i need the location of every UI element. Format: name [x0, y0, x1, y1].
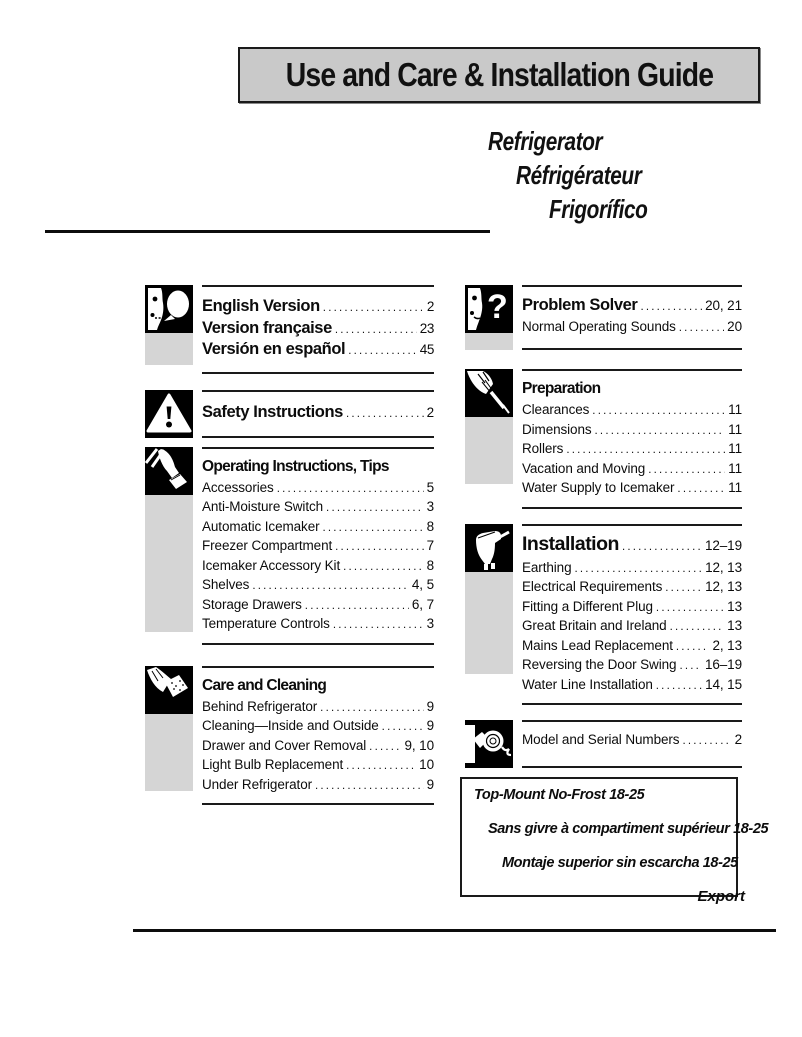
divider-rule-top	[45, 230, 490, 233]
toc-section-problem-solver	[465, 285, 742, 350]
dotted-leader	[682, 733, 731, 751]
toc-entry-label: English Version	[202, 297, 320, 315]
dotted-leader	[333, 617, 424, 635]
dotted-leader	[326, 500, 424, 518]
toc-entry-page: 7	[426, 538, 434, 553]
toc-entry-label: Vacation and Moving	[522, 460, 646, 476]
dotted-leader	[323, 299, 424, 319]
toc-entry-page: 12–19	[704, 537, 742, 553]
toc-entry	[202, 479, 434, 499]
toc-column-right	[465, 285, 742, 768]
toc-entry-page: 11	[728, 480, 742, 495]
toc-entry-label: Storage Drawers	[202, 596, 302, 612]
section-heading: Preparation	[522, 380, 601, 397]
dotted-leader	[595, 423, 726, 441]
toc-section-care	[145, 666, 434, 806]
section-heading: Installation	[522, 532, 619, 555]
dotted-leader	[622, 536, 702, 559]
toc-entry	[522, 318, 742, 338]
dotted-leader	[369, 739, 401, 757]
icon-shadow-strip	[465, 417, 513, 484]
dotted-leader	[648, 462, 725, 480]
dotted-leader	[640, 297, 702, 318]
toc-entry-page: 12, 13	[705, 579, 742, 594]
icon-shadow-strip	[465, 333, 513, 350]
dotted-leader	[676, 639, 710, 657]
dotted-leader	[592, 403, 725, 421]
dotted-leader	[346, 758, 416, 776]
toc-entry-label: Earthing	[522, 559, 572, 575]
toc-entry-label: Clearances	[522, 402, 590, 417]
toc-entry	[202, 776, 434, 796]
serial-plate-icon	[465, 720, 513, 768]
toc-entry-label: Electrical Requirements	[522, 579, 663, 594]
icon-column	[465, 524, 513, 706]
dotted-leader	[346, 404, 424, 425]
toc-heading-entry	[522, 295, 742, 318]
icon-column	[465, 720, 513, 768]
icon-column	[465, 285, 513, 350]
speech-languages-icon	[145, 285, 193, 333]
toc-section-languages	[145, 285, 434, 374]
divider-rule-bottom	[133, 929, 776, 932]
hand-screwdriver-icon	[465, 369, 513, 417]
dotted-leader	[335, 321, 417, 341]
toc-entry	[522, 656, 742, 676]
product-title-french: Réfrigérateur	[516, 160, 642, 190]
hand-pressing-icon	[145, 447, 193, 495]
toc-entry-label: Water Supply to Icemaker	[522, 480, 675, 495]
toc-entry-page: 14, 15	[705, 676, 742, 692]
toc-entry-page: 3	[426, 616, 434, 631]
toc-entry	[202, 576, 434, 596]
section-heading: Care and Cleaning	[202, 676, 327, 694]
toc-entry-label: Mains Lead Replacement	[522, 637, 673, 653]
toc-entry-page: 11	[728, 460, 742, 476]
toc-entry-label: Model and Serial Numbers	[522, 732, 680, 747]
toc-entry-page: 45	[419, 342, 434, 357]
toc-entry-label: Under Refrigerator	[202, 776, 312, 792]
toc-entry-page: 11	[728, 421, 742, 437]
toc-entry-page: 6, 7	[411, 596, 434, 612]
toc-entry	[522, 479, 742, 499]
dotted-leader	[574, 561, 702, 579]
electrical-plug-icon	[465, 524, 513, 572]
toc-section-operating	[145, 447, 434, 645]
toc-entry	[522, 598, 742, 618]
toc-entry	[202, 319, 434, 341]
dotted-leader	[315, 778, 424, 796]
toc-entry-page: 2, 13	[712, 637, 742, 653]
toc-section-preparation	[465, 369, 742, 509]
toc-entry-label: Freezer Compartment	[202, 538, 333, 553]
toc-entry-page: 2	[426, 299, 434, 314]
svg-text:?: ?	[487, 288, 508, 326]
section-heading: Problem Solver	[522, 296, 638, 314]
toc-heading-entry	[522, 533, 742, 559]
toc-entry-label: Shelves	[202, 577, 250, 592]
toc-entry	[522, 578, 742, 598]
icon-column	[145, 447, 193, 645]
product-title-spanish: Frigorífico	[549, 194, 648, 224]
toc-entry-page: 11	[728, 441, 742, 456]
dotted-leader	[656, 678, 702, 696]
toc-entry-label: Versión en español	[202, 340, 346, 358]
toc-entry-label: Light Bulb Replacement	[202, 757, 344, 772]
warning-triangle-icon	[145, 390, 193, 438]
toc-entry-label: Icemaker Accessory Kit	[202, 557, 341, 573]
face-question-icon	[465, 285, 513, 333]
icon-column	[145, 390, 193, 438]
toc-section-safety	[145, 390, 434, 438]
dotted-leader	[323, 520, 424, 538]
toc-entry	[202, 498, 434, 518]
dotted-leader	[320, 700, 423, 718]
toc-entry-label: Dimensions	[522, 421, 592, 437]
toc-entry-page: 12, 13	[705, 559, 742, 575]
toc-entry-page: 20, 21	[705, 298, 742, 313]
toc-entry-page: 3	[426, 499, 434, 514]
icon-column	[465, 369, 513, 509]
toc-entry	[202, 717, 434, 737]
toc-entry	[522, 559, 742, 579]
toc-entry	[522, 460, 742, 480]
toc-entry-page: 16–19	[704, 657, 742, 672]
toc-entry-label: Version française	[202, 318, 332, 337]
dotted-leader	[335, 539, 423, 557]
toc-entry	[202, 340, 434, 362]
toc-entry-label: Behind Refrigerator	[202, 698, 318, 714]
dotted-leader	[348, 342, 417, 362]
toc-entry-page: 13	[727, 598, 742, 614]
section-heading: Safety Instructions	[202, 402, 343, 421]
dotted-leader	[382, 719, 424, 737]
model-name-spanish: Montaje superior sin escarcha 18-25	[502, 855, 738, 871]
toc-entry-page: 8	[426, 557, 434, 573]
toc-entry	[522, 617, 742, 637]
toc-entry	[202, 698, 434, 718]
toc-entry-page: 11	[728, 402, 742, 417]
dotted-leader	[252, 578, 409, 596]
toc-entry-label: Drawer and Cover Removal	[202, 737, 367, 753]
dotted-leader	[670, 619, 725, 637]
title-banner	[238, 47, 760, 103]
toc-entry-page: 13	[727, 618, 742, 633]
dotted-leader	[679, 658, 702, 676]
guide-title: Use and Care & Installation Guide	[285, 56, 713, 93]
toc-entry-page: 8	[426, 518, 434, 534]
dotted-leader	[679, 320, 724, 338]
toc-entry	[522, 676, 742, 696]
toc-entry-label: Rollers	[522, 441, 564, 456]
toc-entry-page: 4, 5	[411, 577, 434, 592]
toc-entry-label: Water Line Installation	[522, 676, 653, 692]
toc-entry	[202, 737, 434, 757]
toc-entry	[202, 297, 434, 319]
toc-section-installation	[465, 524, 742, 706]
toc-entry	[202, 596, 434, 616]
icon-shadow-strip	[145, 714, 193, 791]
toc-entry	[202, 537, 434, 557]
toc-entry-label: Great Britain and Ireland	[522, 618, 667, 633]
dotted-leader	[277, 481, 424, 499]
export-label: Export	[697, 888, 745, 905]
toc-column-left	[145, 285, 434, 805]
toc-entry-page: 9	[426, 698, 434, 714]
toc-entry-label: Reversing the Door Swing	[522, 657, 677, 672]
toc-entry-page: 9, 10	[404, 737, 434, 753]
toc-entry-page: 5	[426, 479, 434, 495]
toc-entry-page: 9	[426, 776, 434, 792]
toc-entry	[522, 637, 742, 657]
dotted-leader	[305, 598, 409, 616]
dotted-leader	[656, 600, 724, 618]
toc-entry-page: 2	[734, 732, 742, 747]
toc-entry-label: Cleaning—Inside and Outside	[202, 718, 379, 733]
toc-entry	[522, 421, 742, 441]
hand-sponge-icon	[145, 666, 193, 714]
toc-entry-page: 10	[419, 757, 434, 772]
icon-shadow-strip	[145, 333, 193, 365]
dotted-leader	[677, 481, 725, 499]
dotted-leader	[566, 442, 725, 460]
model-name-french: Sans givre à compartiment supérieur 18-25	[488, 821, 769, 837]
toc-entry	[522, 731, 742, 751]
toc-entry-label: Accessories	[202, 479, 274, 495]
toc-entry-page: 2	[426, 404, 434, 420]
icon-shadow-strip	[145, 495, 193, 632]
toc-entry	[202, 557, 434, 577]
toc-entry-label: Normal Operating Sounds	[522, 319, 676, 334]
toc-entry	[522, 401, 742, 421]
toc-entry-label: Automatic Icemaker	[202, 518, 320, 534]
dotted-leader	[343, 559, 423, 577]
model-name-english: Top-Mount No-Frost 18-25	[474, 787, 645, 803]
toc-heading-entry	[202, 402, 434, 425]
toc-entry	[522, 440, 742, 460]
toc-entry-page: 23	[419, 320, 434, 336]
toc-entry	[202, 615, 434, 635]
toc-entry-page: 20	[727, 319, 742, 334]
toc-entry-page: 9	[426, 718, 434, 733]
toc-section-model-serial	[465, 720, 742, 768]
section-heading: Operating Instructions, Tips	[202, 457, 389, 475]
icon-column	[145, 666, 193, 806]
toc-entry-label: Anti-Moisture Switch	[202, 499, 324, 514]
toc-entry	[202, 756, 434, 776]
dotted-leader	[665, 580, 702, 598]
toc-entry	[202, 518, 434, 538]
toc-entry-label: Fitting a Different Plug	[522, 598, 653, 614]
icon-column	[145, 285, 193, 374]
product-title-english: Refrigerator	[488, 126, 603, 156]
toc-entry-label: Temperature Controls	[202, 616, 330, 631]
icon-shadow-strip	[465, 572, 513, 674]
